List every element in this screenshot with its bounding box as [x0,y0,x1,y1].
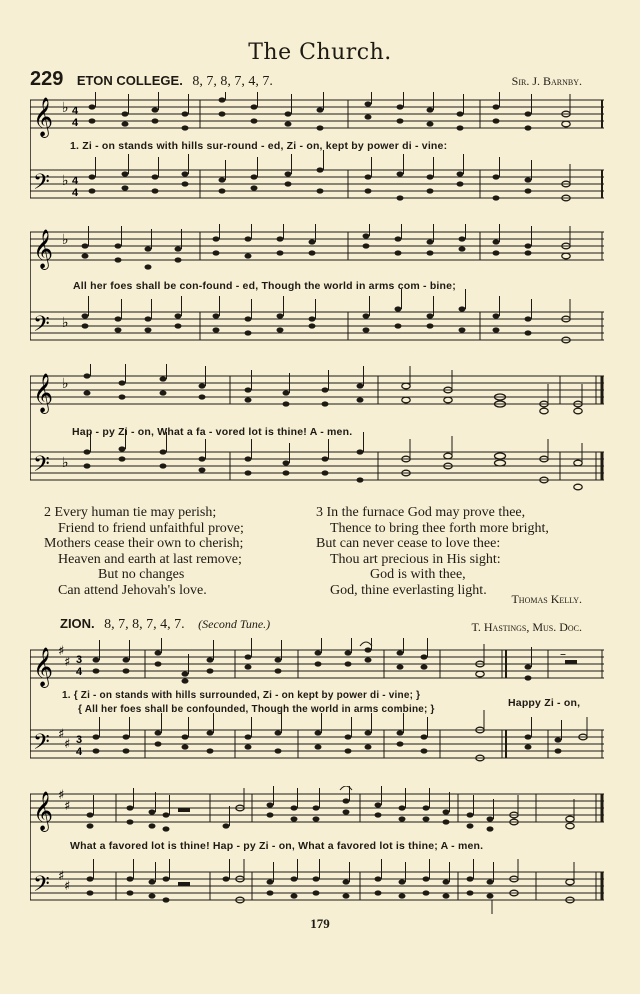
svg-text:♭: ♭ [62,315,69,331]
verse-2 [44,505,244,598]
lyric-line: 1. Zi - on stands with hills sur-round - ed, Zi - on, kept by power di - vine: [70,140,448,152]
lyric-line: What a favored lot is thine! Hap - py Zi - on, What a favored lot is thine; A - men. [70,840,484,852]
svg-text:–: – [560,647,566,661]
verse-line: Friend to friend unfaithful prove; [58,520,244,536]
svg-text:♭: ♭ [62,455,69,471]
verse-line: 2 Every human tie may perish; [44,505,217,520]
svg-text:4: 4 [76,746,83,758]
meter: 8, 7, 8, 7, 4, 7. [104,617,185,632]
meter: 8, 7, 8, 7, 4, 7. [192,74,273,89]
svg-text:♯: ♯ [64,737,71,752]
svg-text:♯: ♯ [58,727,65,742]
svg-text:♯: ♯ [64,799,71,814]
svg-text:𝄢: 𝄢 [33,170,50,200]
svg-text:3: 3 [76,654,83,666]
svg-text:♭: ♭ [62,173,69,189]
lyric-line: 1. { Zi - on stands with hills surrounded, Zi - on kept by power di - vine; } [62,690,421,701]
svg-text:4: 4 [72,187,79,199]
music-system-1 [30,92,606,220]
verse-line: Mothers cease their own to cherish; [44,536,244,551]
svg-text:3: 3 [76,734,83,746]
hymn2-header [60,616,270,633]
svg-text:𝄢: 𝄢 [33,872,50,902]
svg-text:𝄞: 𝄞 [33,791,54,831]
svg-text:4: 4 [76,666,83,678]
verse-line: God is with thee, [370,567,466,582]
svg-text:♯: ♯ [58,788,65,803]
verse-line: But can never cease to love thee: [316,536,501,551]
svg-text:4: 4 [72,175,79,187]
tune-name: ZION. [60,616,95,631]
svg-text:𝄢: 𝄢 [33,312,50,342]
lyric-line: All her foes shall be con-found - ed, Though the world in arms com - bine; [73,280,456,292]
svg-text:𝄞: 𝄞 [33,97,54,137]
verse-line: Thou art precious in His sight: [330,551,501,567]
tune-name: ETON COLLEGE. [76,73,183,88]
svg-text:𝄢: 𝄢 [33,730,50,760]
author: Thomas Kelly. [511,592,582,606]
svg-text:𝄢: 𝄢 [33,452,50,482]
svg-text:4: 4 [72,105,79,117]
svg-text:♭: ♭ [62,232,69,248]
hymn-header [30,68,273,91]
tune-note: (Second Tune.) [198,617,271,631]
verse-line: God, thine everlasting light. [330,582,487,598]
svg-text:4: 4 [72,117,79,129]
svg-text:𝄞: 𝄞 [33,229,54,269]
lyric-line: Hap - py Zi - on, What a fa - vored lot is thine! A - men. [72,426,353,438]
page-number: 179 [310,916,330,931]
composer: T. Hastings, Mus. Doc. [471,620,582,634]
verse-3 [316,505,549,598]
composer: Sir. J. Barnby. [511,74,582,88]
svg-text:♭: ♭ [62,376,69,392]
verse-line: But no changes [98,567,185,582]
verse-line: Heaven and earth at last remove; [58,551,242,567]
svg-text:♯: ♯ [64,879,71,894]
staff-pair-1 [30,92,606,220]
svg-text:𝄞: 𝄞 [33,647,54,687]
lyric-line: Happy Zi - on, [508,697,581,709]
section-title: The Church. [248,40,392,65]
svg-text:♯: ♯ [58,869,65,884]
verse-line: Thence to bring thee forth more bright, [330,520,549,536]
svg-text:♯: ♯ [64,655,71,670]
svg-text:𝄞: 𝄞 [33,373,54,413]
hymn-number: 229 [30,68,64,90]
svg-text:♭: ♭ [62,100,69,116]
lyric-line: { All her foes shall be confounded, Though the world in arms combine; } [78,704,435,715]
svg-text:♯: ♯ [58,644,65,659]
verse-line: Can attend Jehovah's love. [58,582,207,598]
verse-line: 3 In the furnace God may prove thee, [316,505,526,520]
